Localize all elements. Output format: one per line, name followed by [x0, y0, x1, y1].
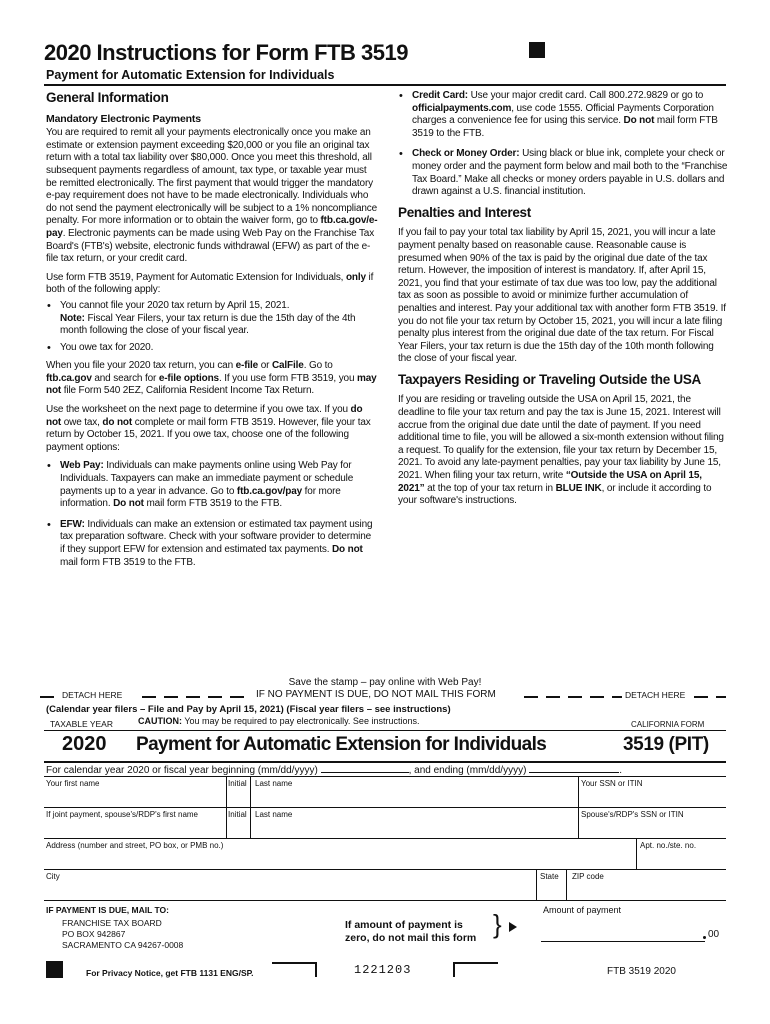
initial-field[interactable]: Initial	[228, 779, 247, 788]
decimal-point	[703, 936, 706, 939]
dash-segment	[694, 696, 726, 698]
header-rule	[44, 84, 726, 86]
list-item: • You cannot file your 2020 tax return by April 15, 2021. Note: Fiscal Year Filers, your tax return is due the 15th day of the 4th month following the close of your fiscal year.	[46, 300, 378, 338]
detach-line	[40, 690, 726, 702]
left-column	[46, 90, 378, 575]
arrow-right-icon	[509, 922, 517, 932]
grid-line	[536, 869, 537, 900]
list-item: • Credit Card: Use your major credit card. Call 800.272.9829 or go to officialpayments.com, use code 1555. Official Payments Corporation charges a convenience fee for using this service. Do not mail form FTB 3519 to the FTB.	[398, 90, 728, 140]
worksheet-paragraph: Use the worksheet on the next page to determine if you owe tax. If you do not owe tax, do not complete or mail form FTB 3519. However, file your tax return by October 15, 2021. If you owe tax, choose one of the following payment options:	[46, 404, 371, 453]
amount-of-payment-field[interactable]	[541, 941, 705, 942]
right-column	[398, 90, 728, 514]
detach-here-left: DETACH HERE	[62, 690, 123, 700]
epay-link[interactable]: ftb.ca.gov/e-pay	[46, 215, 378, 239]
pay-link[interactable]: ftb.ca.gov/pay	[236, 485, 303, 497]
california-form-label: CALIFORNIA FORM	[631, 720, 705, 729]
mail-to-label: IF PAYMENT IS DUE, MAIL TO:	[46, 905, 169, 915]
voucher-year: 2020	[62, 733, 107, 755]
amount-cents: 00	[708, 929, 720, 940]
last-name-field[interactable]: Last name	[255, 779, 293, 788]
registration-mark	[529, 42, 545, 58]
list-item: • You owe tax for 2020.	[46, 342, 378, 355]
mandatory-payments-paragraph: You are required to remit all your payments electronically once you make an estimate or extension payment exceeding $20,000 or you file an original tax return with a total tax liability over $80,000. Once you meet this threshold, all subsequent payments regardless of amount, tax type, or taxable year must be remitted electronically. The first payment that would trigger the mandatory e-pay requirement does not have to be made electronically. Individuals who do not send the payment electronically will be subject to a 1% noncompliance penalty. For more information or to obtain the waiver form, go to ftb.ca.gov/e-pay. Electronic payments can be made using Web Pay on the Franchise Tax Board's (FTB's) website, electronic funds withdrawal (EFW) as part of the e-file tax return, or your credit card.	[46, 127, 378, 265]
dash-segment	[142, 696, 250, 698]
mandatory-payments-heading: Mandatory Electronic Payments	[46, 112, 201, 125]
official-payments-link[interactable]: officialpayments.com	[412, 102, 512, 114]
voucher-rule	[44, 730, 726, 731]
document-title: 2020 Instructions for Form FTB 3519	[44, 40, 408, 65]
detach-here-right: DETACH HERE	[625, 690, 686, 700]
zip-field[interactable]: ZIP code	[572, 872, 604, 881]
spouse-ssn-field[interactable]: Spouse's/RDP's SSN or ITIN	[581, 810, 684, 819]
period-end-field[interactable]	[529, 763, 619, 773]
brace-icon: }	[493, 909, 502, 939]
outside-usa-paragraph: If you are residing or traveling outside the USA on April 15, 2021, the deadline to file your tax return and pay the tax is June 15, 2021. Interest will accrue from the original due date until the date of payment. If you need additional time to file, you will be allowed a six-month extension without filing a request. To qualify for the extension, file your tax return by December 15, 2021. To avoid any late-payment penalties, pay your tax liability by June 15, 2021. When filing your tax return, write “Outside the USA on April 15, 2021” at the top of your tax return in BLUE INK, or include it according to your software's instructions.	[398, 394, 724, 507]
penalties-paragraph: If you fail to pay your total tax liability by April 15, 2021, you will incur a late payment penalty based on reasonable cause. Reasonable cause is presumed when 90% of the tax is paid by the original due date of the tax return. However, the imposition of interest is mandatory. If, after April 15, 2021, you find that your estimate of tax due was too low, pay the additional tax as soon as possible to avoid or minimize further accumulation of penalties and interest. Pay your additional tax with another form FTB 3519. If you do not file your tax return by October 15, 2021, you will incur a late filing penalty plus interest from the original due date of the tax return. For Fiscal Year Filers, your tax return is due the 15th day of the 10th month following the close of your fiscal year.	[398, 227, 726, 365]
grid-line	[44, 807, 726, 808]
first-name-field[interactable]: Your first name	[46, 779, 100, 788]
grid-line	[250, 776, 251, 838]
grid-line	[44, 869, 726, 870]
city-field[interactable]: City	[46, 872, 60, 881]
period-begin-field[interactable]	[321, 763, 409, 773]
apt-field[interactable]: Apt. no./ste. no.	[640, 841, 697, 850]
grid-line	[226, 776, 227, 838]
mailing-address: FRANCHISE TAX BOARD PO BOX 942867 SACRAMENTO CA 94267-0008	[62, 918, 184, 950]
efile-paragraph: When you file your 2020 tax return, you can e-file or CalFile. Go to ftb.ca.gov and search for e-file options. If you use form FTB 3519, you may not file Form 540 2EZ, California Resident Income Tax Return.	[46, 360, 377, 397]
grid-line	[578, 776, 579, 838]
use-form-paragraph: Use form FTB 3519, Payment for Automatic Extension for Individuals, only if both of the following apply:	[46, 271, 374, 296]
form-code: 3519 (PIT)	[623, 734, 709, 755]
ssn-field[interactable]: Your SSN or ITIN	[581, 779, 643, 788]
ftb-site-link[interactable]: ftb.ca.gov	[46, 372, 92, 384]
state-field[interactable]: State	[540, 872, 559, 881]
zero-amount-note: If amount of payment is zero, do not mail this form	[345, 919, 477, 944]
no-payment-warning: IF NO PAYMENT IS DUE, DO NOT MAIL THIS FORM	[256, 689, 496, 700]
outside-usa-heading: Taxpayers Residing or Traveling Outside the USA	[398, 371, 701, 387]
grid-line	[44, 838, 726, 839]
taxable-year-label: TAXABLE YEAR	[50, 719, 113, 729]
privacy-notice: For Privacy Notice, get FTB 1131 ENG/SP.	[86, 968, 254, 978]
fiscal-period-line: For calendar year 2020 or fiscal year beginning (mm/dd/yyyy) , and ending (mm/dd/yyyy) .	[46, 765, 622, 776]
grid-line	[636, 838, 637, 869]
voucher-title: Payment for Automatic Extension for Individuals	[136, 734, 547, 755]
dash-segment	[40, 696, 62, 698]
stamp-message: Save the stamp – pay online with Web Pay!	[288, 677, 482, 688]
scan-bracket-left	[272, 962, 317, 977]
payment-options-list	[46, 460, 378, 569]
form-scan-number: 1221203	[354, 963, 412, 977]
document-subtitle: Payment for Automatic Extension for Individuals	[46, 68, 335, 82]
conditions-list	[46, 300, 378, 354]
grid-line	[44, 776, 726, 777]
penalties-heading: Penalties and Interest	[398, 204, 531, 220]
spouse-last-name-field[interactable]: Last name	[255, 810, 293, 819]
list-item: • Check or Money Order: Using black or blue ink, complete your check or money order and the payment form below and mail both to the “Franchise Tax Board.” Make all checks or money orders payable in U.S. dollars and drawn against a U.S. financial institution.	[398, 148, 728, 198]
list-item: • EFW: Individuals can make an extension or estimated tax payment using tax preparation software. Check with your software provider to determine if they support EFW for extension and estimated tax payments. Do not mail form FTB 3519 to the FTB.	[46, 519, 378, 569]
filing-deadline-note: (Calendar year filers – File and Pay by April 15, 2021) (Fiscal year filers – see instructions)	[46, 704, 451, 715]
registration-mark	[46, 961, 63, 978]
spouse-initial-field[interactable]: Initial	[228, 810, 247, 819]
scan-bracket-right	[453, 962, 498, 977]
address-field[interactable]: Address (number and street, PO box, or PMB no.)	[46, 841, 224, 850]
spouse-first-name-field[interactable]: If joint payment, spouse's/RDP's first name	[46, 810, 199, 819]
caution-note: CAUTION: You may be required to pay electronically. See instructions.	[138, 716, 420, 726]
general-information-heading: General Information	[46, 90, 169, 105]
grid-line	[566, 869, 567, 900]
dash-segment	[524, 696, 622, 698]
list-item: • Web Pay: Individuals can make payments online using Web Pay for Individuals. Taxpayers can make an immediate payment or schedule payments up to a year in advance. Go to ftb.ca.gov/pay for more information. Do not mail form FTB 3519 to the FTB.	[46, 460, 378, 510]
payment-options-list-continued	[398, 90, 728, 199]
amount-of-payment-label: Amount of payment	[543, 905, 622, 915]
grid-line	[44, 900, 726, 901]
footer-form-code: FTB 3519 2020	[607, 966, 676, 977]
